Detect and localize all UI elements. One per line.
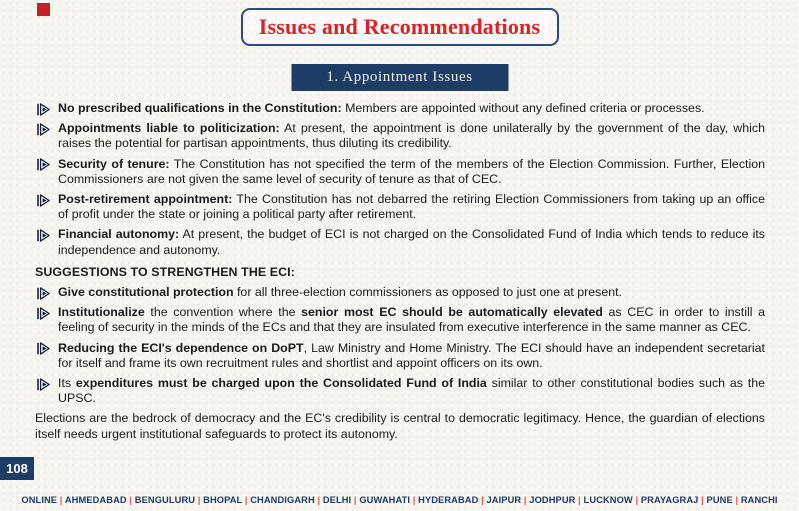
triangle-bullet-icon	[37, 103, 50, 116]
corner-mark	[37, 3, 50, 16]
closing-paragraph: Elections are the bedrock of democracy and the EC's credibility is central to democratic legitimacy. Hence, the guardian of elections itself needs urgent institutional safeguards to protect its autonomy.	[35, 411, 765, 441]
footer-separator: |	[126, 495, 135, 505]
issue-item-text: Security of tenure: The Constitution has not specified the term of the members of the Election Commission. Further, Election Commissioners are not given the same level of security of tenure as that of CEC.	[58, 156, 765, 186]
triangle-bullet-icon	[37, 194, 50, 207]
footer-separator: |	[698, 495, 707, 505]
page-title: Issues and Recommendations	[258, 14, 541, 39]
issue-item	[35, 121, 765, 151]
issue-item	[35, 157, 765, 187]
page-title-box	[241, 8, 559, 46]
issues-list	[35, 101, 765, 258]
suggestion-item	[35, 376, 765, 406]
suggestion-item	[35, 341, 765, 371]
footer-city: JODHPUR	[529, 495, 576, 505]
triangle-bullet-icon	[37, 229, 50, 242]
triangle-bullet-icon	[37, 287, 50, 300]
footer-city: ONLINE	[21, 495, 58, 505]
issue-item-text: Appointments liable to politicization: At present, the appointment is done unilaterally by the government of the day, which raises the potential for partisan appointments, thus diluting its credibility.	[58, 121, 765, 151]
footer-separator: |	[351, 495, 360, 505]
footer-city: HYDERABAD	[418, 495, 479, 505]
suggestion-item	[35, 285, 765, 300]
footer-separator: |	[57, 495, 65, 505]
issue-item	[35, 227, 765, 257]
suggestions-heading: SUGGESTIONS TO STRENGTHEN THE ECI:	[35, 264, 295, 279]
footer-separator: |	[410, 495, 419, 505]
triangle-bullet-icon	[37, 123, 50, 136]
triangle-bullet-icon	[37, 342, 50, 355]
triangle-bullet-icon	[37, 307, 50, 320]
footer-separator: |	[242, 495, 251, 505]
footer-city: BHOPAL	[203, 495, 243, 505]
suggestion-item	[35, 305, 765, 335]
section-heading-box	[291, 64, 508, 91]
suggestion-item-text: Give constitutional protection for all three-election commissioners as opposed to just one at present.	[58, 285, 622, 300]
content-area	[35, 101, 765, 442]
footer-city: GUWAHATI	[359, 495, 411, 505]
footer-separator: |	[478, 495, 487, 505]
footer-separator: |	[314, 495, 323, 505]
footer-city: BENGULURU	[134, 495, 196, 505]
footer-city: LUCKNOW	[583, 495, 633, 505]
issue-item-text: Post-retirement appointment: The Constitution has not debarred the retiring Election Commissioners from taking up an office of profit under the state or joining a political party after retirement.	[58, 192, 765, 222]
footer-separator: |	[732, 495, 741, 505]
suggestion-item-text: Its expenditures must be charged upon the Consolidated Fund of India similar to other constitutional bodies such as the UPSC.	[58, 376, 766, 406]
footer-city: RANCHI	[740, 495, 778, 505]
footer-separator: |	[575, 495, 584, 505]
footer-cities	[0, 495, 799, 505]
footer-city: JAIPUR	[486, 495, 522, 505]
footer-separator: |	[632, 495, 641, 505]
footer-city: PRAYAGRAJ	[640, 495, 699, 505]
section-heading: 1. Appointment Issues	[326, 69, 473, 85]
triangle-bullet-icon	[37, 378, 50, 391]
issue-item-text: Financial autonomy: At present, the budget of ECI is not charged on the Consolidated Fund of India which tends to reduce its independence and autonomy.	[58, 227, 765, 257]
footer-separator: |	[521, 495, 530, 505]
triangle-bullet-icon	[37, 158, 50, 171]
suggestion-item-text: Reducing the ECI's dependence on DoPT, Law Ministry and Home Ministry. The ECI should have an independent secretariat for itself and frame its own recruitment rules and shortlist and appoint officers on its own.	[58, 340, 765, 370]
footer-separator: |	[195, 495, 204, 505]
footer-city: DELHI	[322, 495, 352, 505]
footer-city: PUNE	[706, 495, 733, 505]
suggestions-list	[35, 285, 765, 406]
page-number-badge: 108	[0, 457, 34, 480]
footer-city: CHANDIGARH	[250, 495, 315, 505]
issue-item	[35, 101, 765, 116]
issue-item-text: No prescribed qualifications in the Constitution: Members are appointed without any defined criteria or processes.	[58, 101, 705, 115]
suggestion-item-text: Institutionalize the convention where the senior most EC should be automatically elevated as CEC in order to instill a feeling of security in the minds of the ECs and that they are insulated from executive interference in the same manner as CEC.	[58, 305, 765, 335]
issue-item	[35, 192, 765, 222]
footer-city: AHMEDABAD	[64, 495, 127, 505]
